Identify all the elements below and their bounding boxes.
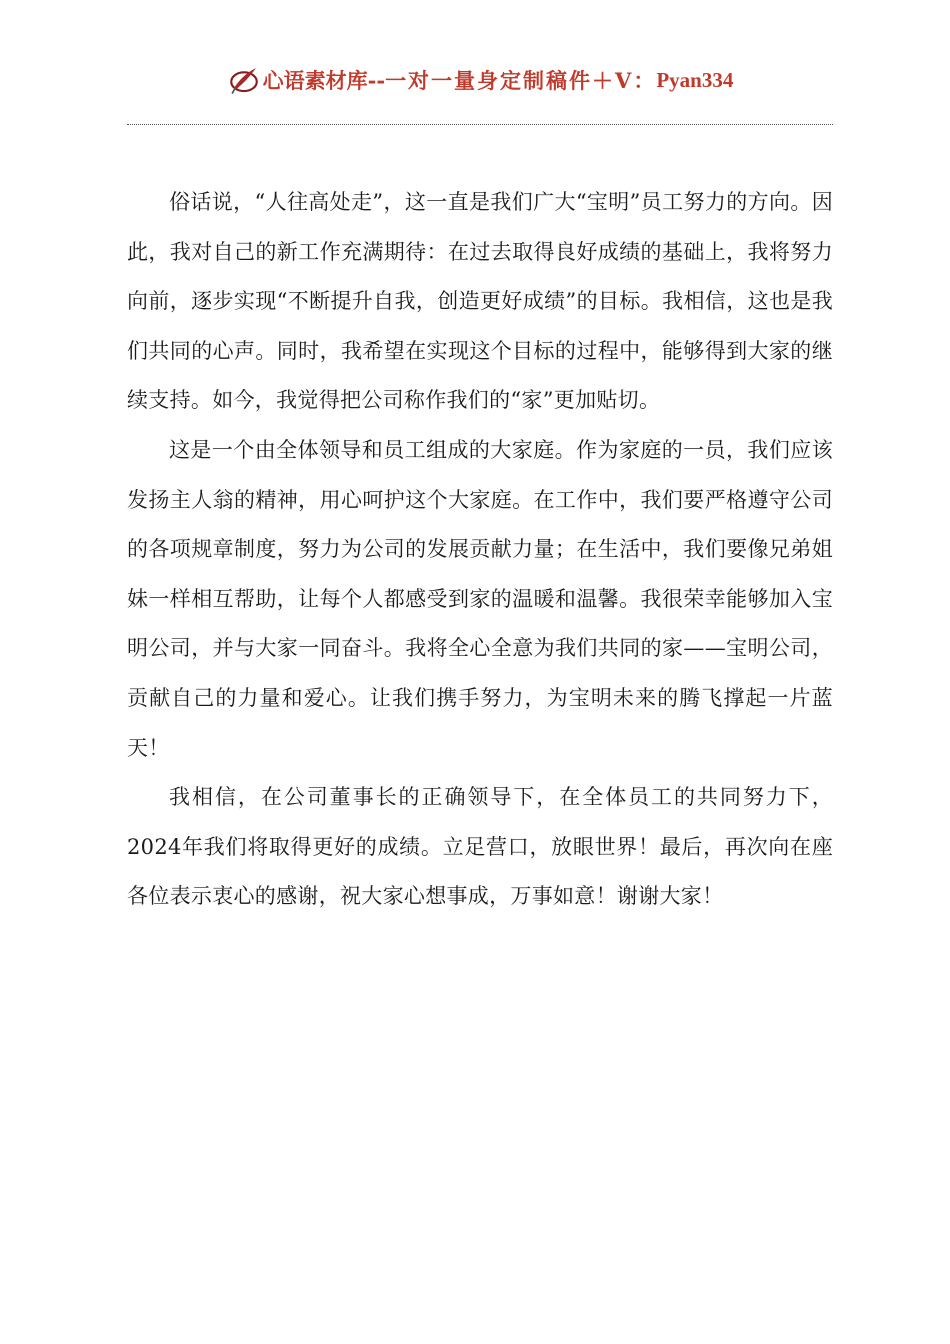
paragraph-3: 我相信，在公司董事长的正确领导下，在全体员工的共同努力下，2024年我们将取得更好的成绩。立足营口，放眼世界！最后，再次向在座各位表示衷心的感谢，祝大家心想事成，万事如意！谢谢大家！ [127,785,833,909]
document-body [127,178,833,922]
brand-name: 心语素材库 [262,68,368,93]
header-tagline: 一对一量身定制稿件＋V： [385,68,657,93]
header-separator: -- [367,67,386,93]
paragraph-1: 俗话说，“人往高处走”，这一直是我们广大“宝明”员工努力的方向。因此，我对自己的新工作充满期待：在过去取得良好成绩的基础上，我将努力向前，逐步实现“不断提升自我，创造更好成绩”的目标。我相信，这也是我们共同的心声。同时，我希望在实现这个目标的过程中，能够得到大家的继续支持。如今，我觉得把公司称作我们的“家”更加贴切。 [127,190,833,413]
page-header [127,58,833,102]
header-divider [127,124,833,125]
header-contact: Pyan334 [656,67,734,92]
paragraph-2: 这是一个由全体领导和员工组成的大家庭。作为家庭的一员，我们应该发扬主人翁的精神，用心呵护这个大家庭。在工作中，我们要严格遵守公司的各项规章制度，努力为公司的发展贡献力量；在生活中，我们要像兄弟姐妹一样相互帮助，让每个人都感受到家的温暖和温馨。我很荣幸能够加入宝明公司，并与大家一同奋斗。我将全心全意为我们共同的家——宝明公司，贡献自己的力量和爱心。让我们携手努力，为宝明未来的腾飞撑起一片蓝天！ [127,437,833,760]
quill-pen-icon [227,63,261,97]
